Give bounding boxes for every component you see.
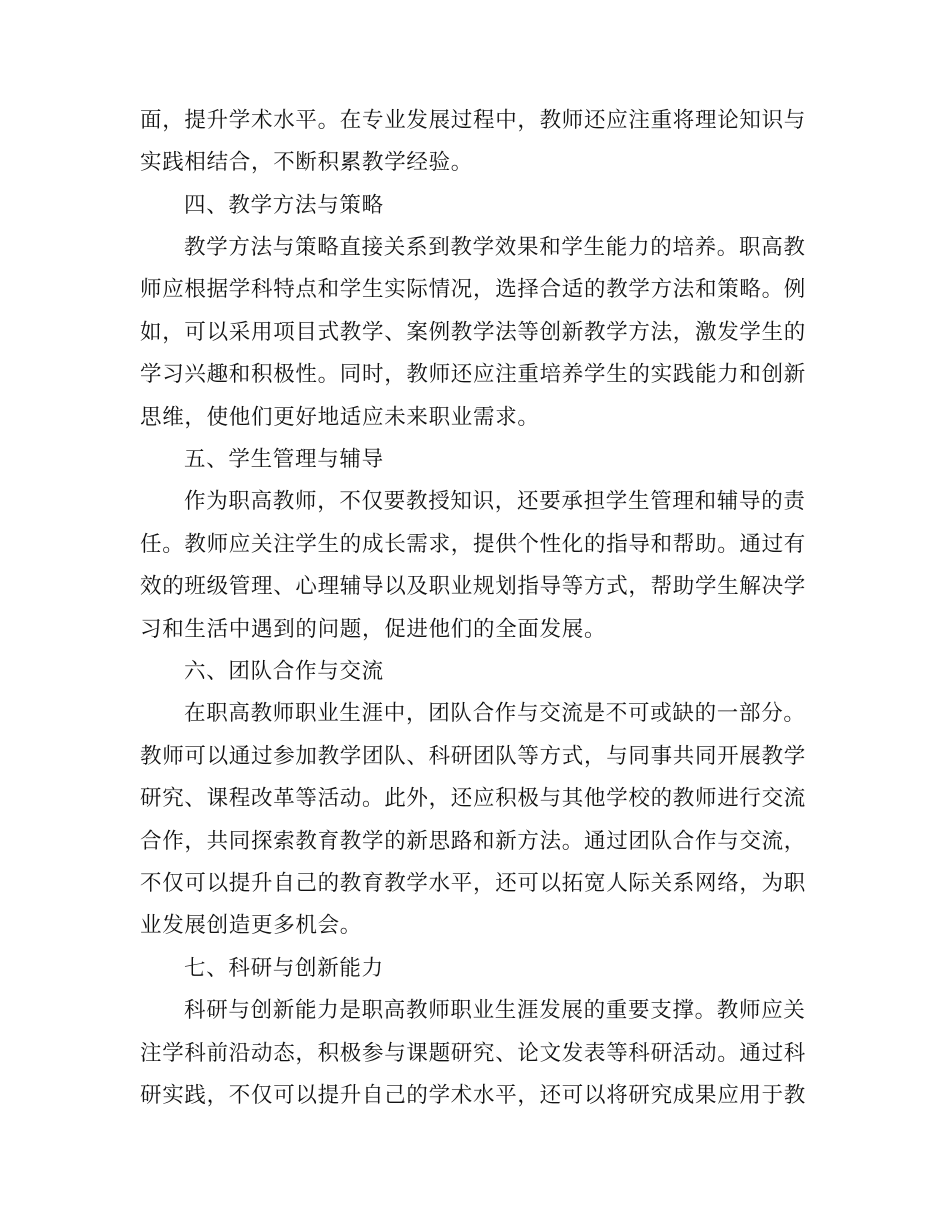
- paragraph-line: 在职高教师职业生涯中，团队合作与交流是不可或缺的一部分。: [184, 701, 806, 726]
- paragraph-line: 教学方法与策略直接关系到教学效果和学生能力的培养。职高教: [184, 235, 806, 260]
- paragraph-line: 研实践，不仅可以提升自己的学术水平，还可以将研究成果应用于教: [140, 1083, 807, 1108]
- paragraph-line: 注学科前沿动态，积极参与课题研究、论文发表等科研活动。通过科: [140, 1041, 807, 1066]
- paragraph-line: 学习兴趣和积极性。同时，教师还应注重培养学生的实践能力和创新: [140, 362, 807, 387]
- section-heading: 七、科研与创新能力: [184, 956, 384, 981]
- paragraph-line: 思维，使他们更好地适应未来职业需求。: [140, 405, 540, 430]
- paragraph-line: 如，可以采用项目式教学、案例教学法等创新教学方法，激发学生的: [140, 320, 807, 345]
- paragraph-line: 效的班级管理、心理辅导以及职业规划指导等方式，帮助学生解决学: [140, 574, 807, 599]
- paragraph-line: 不仅可以提升自己的教育教学水平，还可以拓宽人际关系网络，为职: [140, 871, 807, 896]
- paragraph-line: 业发展创造更多机会。: [140, 913, 363, 938]
- section-heading: 六、团队合作与交流: [184, 659, 384, 684]
- paragraph-line: 研究、课程改革等活动。此外，还应积极与其他学校的教师进行交流: [140, 786, 807, 811]
- paragraph-line: 习和生活中遇到的问题，促进他们的全面发展。: [140, 617, 607, 642]
- paragraph-line: 科研与创新能力是职高教师职业生涯发展的重要支撑。教师应关: [184, 998, 806, 1023]
- paragraph-line: 作为职高教师，不仅要教授知识，还要承担学生管理和辅导的责: [184, 489, 806, 514]
- section-heading: 四、教学方法与策略: [184, 193, 384, 218]
- paragraph-line: 师应根据学科特点和学生实际情况，选择合适的教学方法和策略。例: [140, 277, 807, 302]
- paragraph-line: 任。教师应关注学生的成长需求，提供个性化的指导和帮助。通过有: [140, 532, 807, 557]
- paragraph-line: 实践相结合，不断积累教学经验。: [140, 150, 474, 175]
- paragraph-line: 教师可以通过参加教学团队、科研团队等方式，与同事共同开展教学: [140, 744, 807, 769]
- paragraph-line: 面，提升学术水平。在专业发展过程中，教师还应注重将理论知识与: [140, 108, 807, 133]
- section-heading: 五、学生管理与辅导: [184, 447, 384, 472]
- paragraph-line: 合作，共同探索教育教学的新思路和新方法。通过团队合作与交流，: [140, 829, 807, 854]
